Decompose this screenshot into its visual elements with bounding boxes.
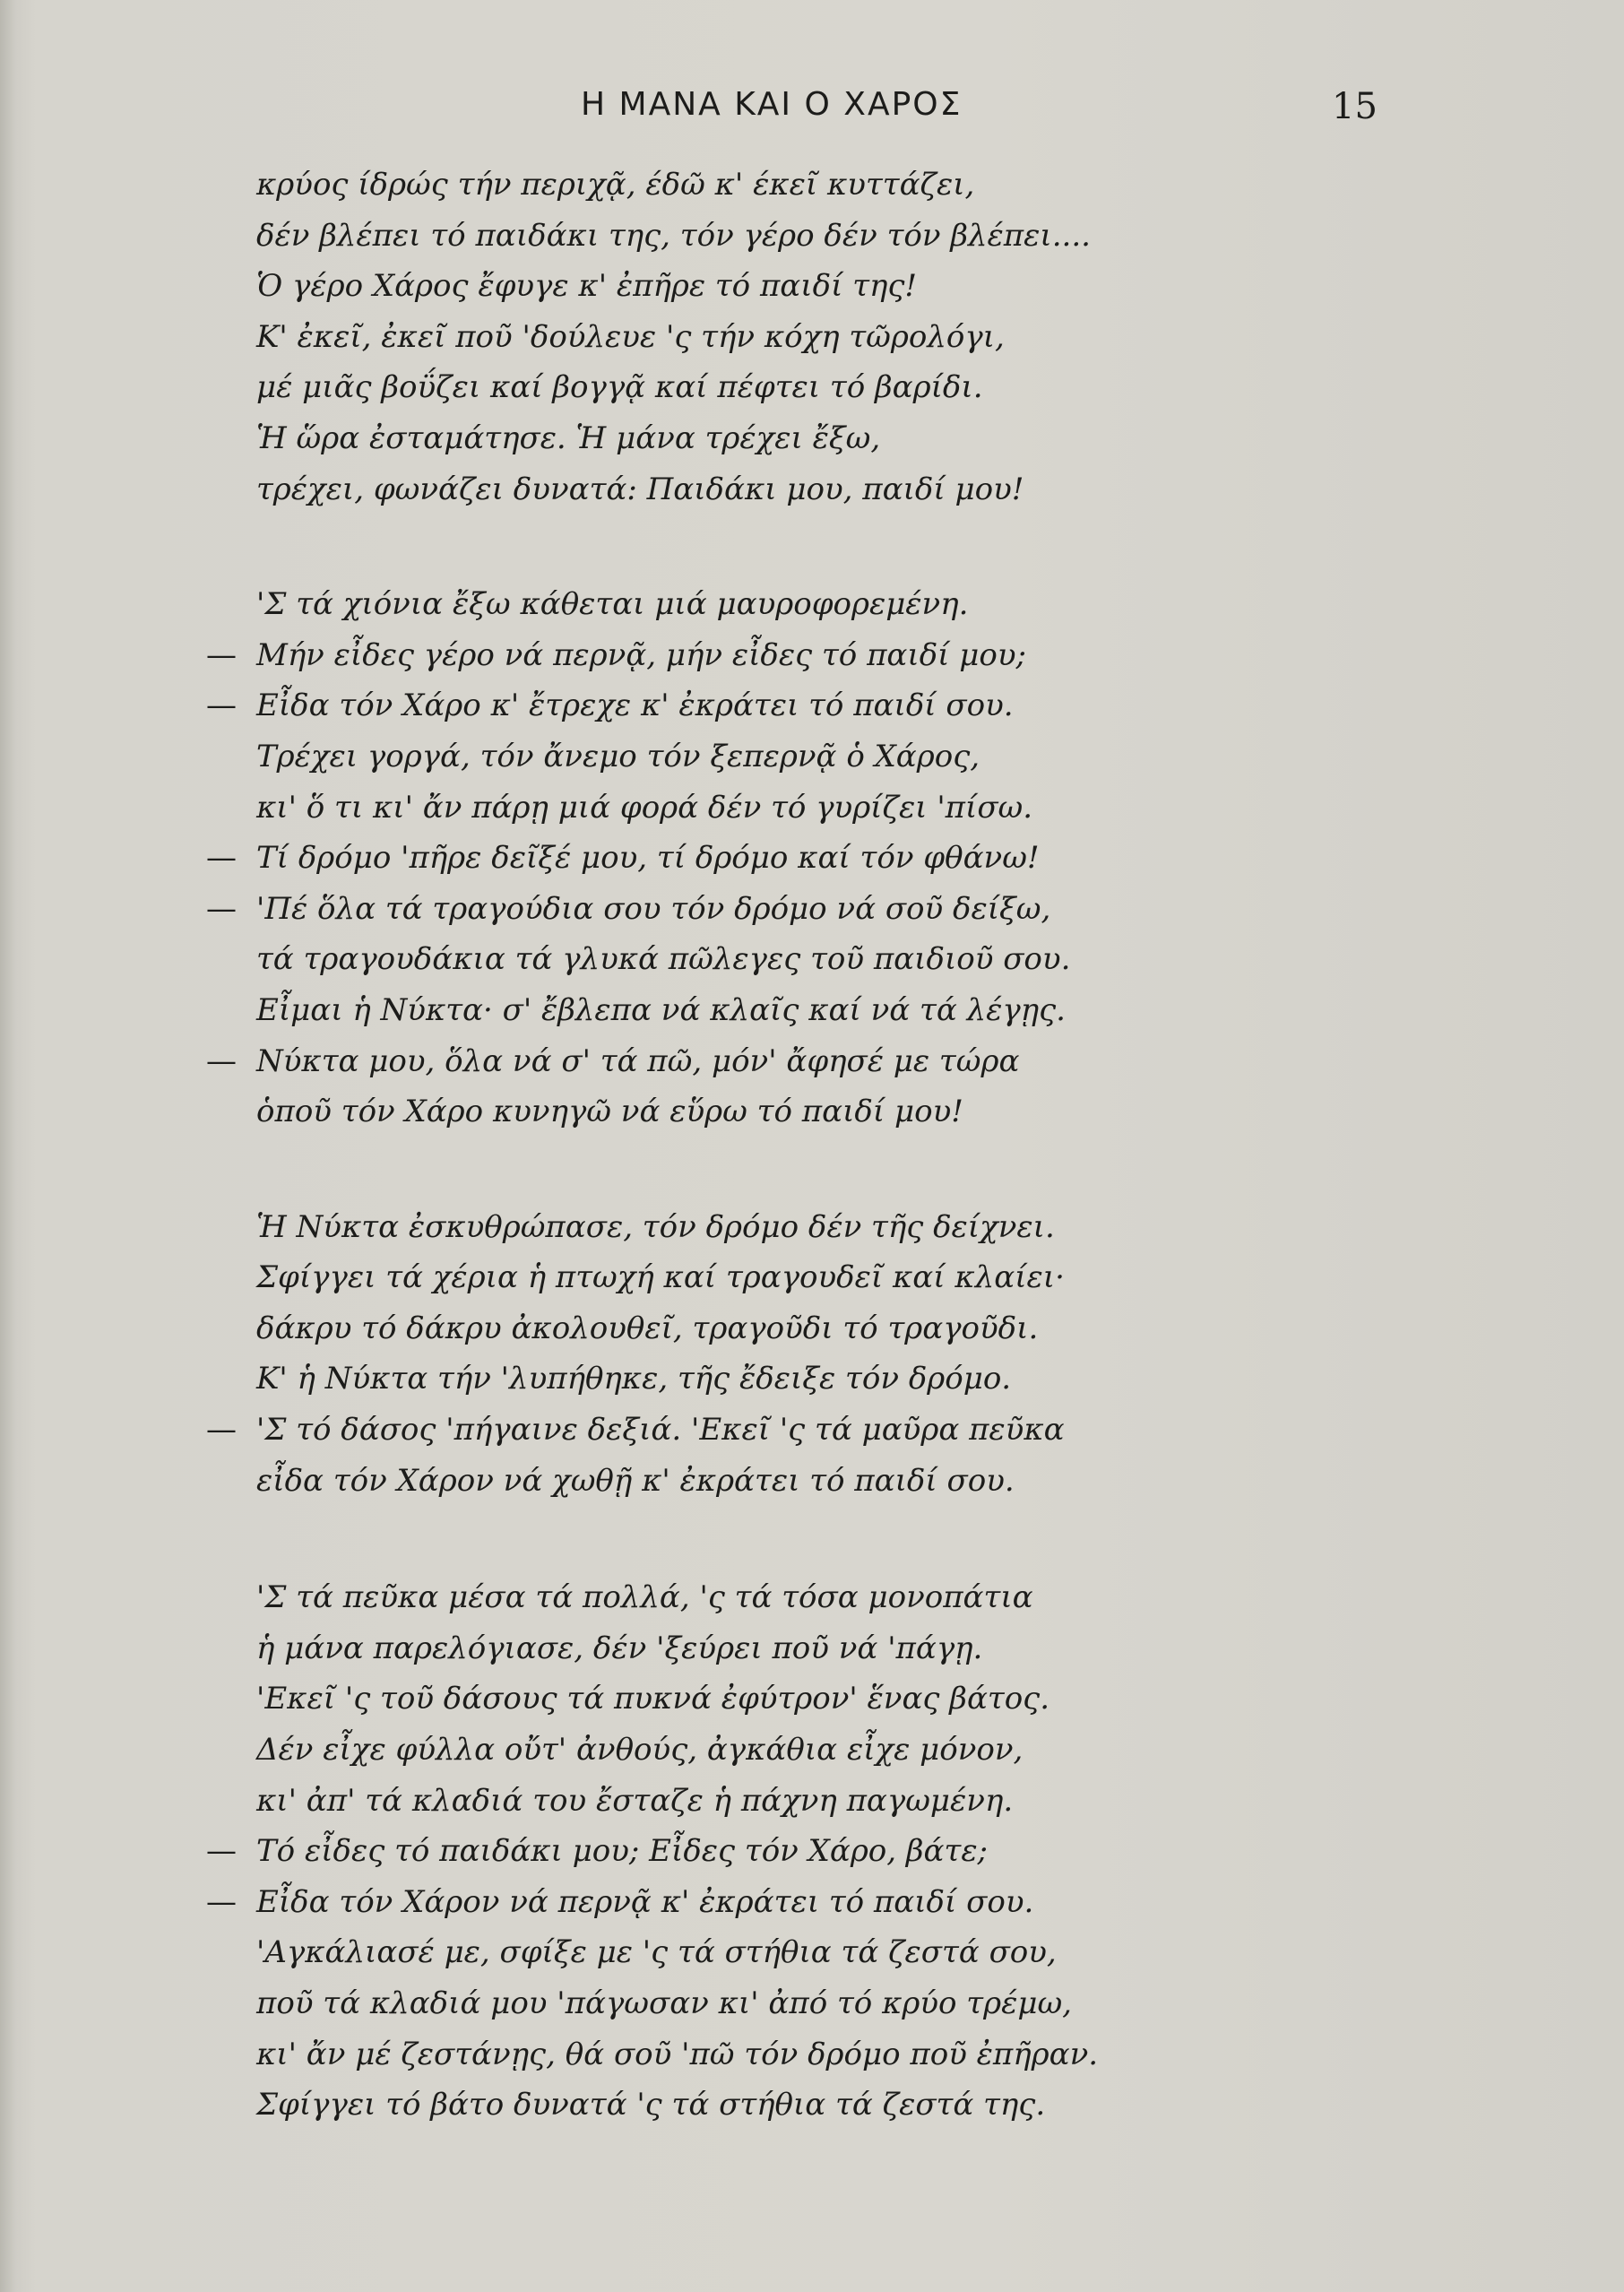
poem-line-text: Εἶδα τόν Χάρον νά περνᾷ κ' ἐκράτει τό παιδί σου. [256, 1883, 1034, 1920]
poem-line [199, 1826, 1525, 1877]
dialogue-dash: — [206, 636, 237, 673]
page-number: 15 [1332, 86, 1378, 127]
poem-line-text: 'Σ τό δάσος 'πήγαινε δεξιά. 'Εκεῖ 'ς τά μαῦρα πεῦκα [256, 1412, 1065, 1449]
poem-line-text: εἶδα τόν Χάρον νά χωθῇ κ' ἐκράτει τό παιδί σου. [256, 1462, 1015, 1499]
poem-line [199, 1927, 1525, 1978]
poem-line [199, 783, 1525, 834]
poem-line-text: Ἡ ὥρα ἐσταμάτησε. Ἡ μάνα τρέχει ἔξω, [256, 419, 881, 456]
poem-line [199, 312, 1525, 363]
poem-body [199, 160, 1525, 2131]
poem-line-text: κι' ὅ τι κι' ἄν πάρῃ μιά φορά δέν τό γυρίζει 'πίσω. [256, 789, 1033, 826]
poem-line [199, 1623, 1525, 1674]
poem-line-text: μέ μιᾶς βοΰζει καί βογγᾷ καί πέφτει τό βαρίδι. [256, 369, 983, 406]
poem-line [199, 1405, 1525, 1456]
poem-line-text: Κ' ἡ Νύκτα τήν 'λυπήθηκε, τῆς ἔδειξε τόν δρόμο. [256, 1361, 1012, 1397]
poem-line-text: Τρέχει γοργά, τόν ἄνεμο τόν ξεπερνᾷ ὁ Χάρος, [256, 738, 980, 774]
poem-line [199, 731, 1525, 783]
poem-line-text: Τό εἶδες τό παιδάκι μου; Εἶδες τόν Χάρο, βάτε; [256, 1833, 989, 1870]
stanza [199, 1572, 1525, 2131]
poem-line [199, 362, 1525, 413]
poem-line-text: τά τραγουδάκια τά γλυκά πῶλεγες τοῦ παιδιοῦ σου. [256, 941, 1071, 978]
poem-line [199, 833, 1525, 884]
poem-line-text: δέν βλέπει τό παιδάκι της, τόν γέρο δέν τόν βλέπει.... [256, 217, 1091, 254]
poem-line-text: Σφίγγει τά χέρια ἡ πτωχή καί τραγουδεῖ καί κλαίει· [256, 1259, 1065, 1296]
running-title: Η ΜΑΝΑ ΚΑΙ Ο ΧΑΡΟΣ [581, 86, 963, 123]
stanza-gap [199, 1506, 1525, 1572]
poem-line-text: Δέν εἶχε φύλλα οὔτ' ἀνθούς, ἀγκάθια εἶχε μόνον, [256, 1732, 1024, 1769]
poem-line [199, 985, 1525, 1036]
poem-line [199, 1202, 1525, 1253]
stanza [199, 579, 1525, 1137]
poem-line [199, 1456, 1525, 1507]
poem-line [199, 579, 1525, 630]
poem-line-text: ποῦ τά κλαδιά μου 'πάγωσαν κι' ἀπό τό κρύο τρέμω, [256, 1985, 1072, 2021]
poem-line [199, 2080, 1525, 2131]
poem-line-text: 'Πέ ὅλα τά τραγούδια σου τόν δρόμο νά σοῦ δείξω, [256, 890, 1051, 927]
poem-line-text: 'Σ τά χιόνια ἔξω κάθεται μιά μαυροφορεμένη. [256, 586, 969, 623]
poem-line-text: κι' ἄν μέ ζεστάνῃς, θά σοῦ 'πῶ τόν δρόμο ποῦ ἐπῆραν. [256, 2036, 1099, 2072]
page-header [0, 86, 1624, 140]
stanza [199, 1202, 1525, 1507]
poem-line-text: ὁποῦ τόν Χάρο κυνηγῶ νά εὕρω τό παιδί μου! [256, 1094, 963, 1130]
poem-line-text: Ἡ Νύκτα ἐσκυθρώπασε, τόν δρόμο δέν τῆς δείχνει. [256, 1208, 1055, 1245]
poem-line [199, 884, 1525, 935]
poem-line-text: Σφίγγει τό βάτο δυνατά 'ς τά στήθια τά ζεστά της. [256, 2087, 1046, 2123]
poem-line [199, 464, 1525, 515]
poem-line [199, 1572, 1525, 1623]
poem-line-text: Ὁ γέρο Χάρος ἔφυγε κ' ἐπῆρε τό παιδί της! [256, 268, 918, 305]
poem-line [199, 1776, 1525, 1827]
poem-line [199, 1978, 1525, 2029]
poem-line-text: ἡ μάνα παρελόγιασε, δέν 'ξεύρει ποῦ νά 'πάγῃ. [256, 1630, 983, 1666]
poem-line-text: τρέχει, φωνάζει δυνατά: Παιδάκι μου, παιδί μου! [256, 471, 1024, 507]
poem-line [199, 1086, 1525, 1137]
poem-line-text: Τί δρόμο 'πῆρε δεῖξέ μου, τί δρόμο καί τόν φθάνω! [256, 840, 1040, 877]
poem-line [199, 1877, 1525, 1928]
poem-line-text: Μήν εἶδες γέρο νά περνᾷ, μήν εἶδες τό παιδί μου; [256, 636, 1026, 673]
poem-line [199, 680, 1525, 731]
dialogue-dash: — [206, 840, 237, 877]
poem-line [199, 1354, 1525, 1405]
poem-line [199, 1252, 1525, 1303]
poem-line [199, 261, 1525, 312]
poem-line [199, 211, 1525, 262]
poem-line [199, 1036, 1525, 1087]
poem-line-text: δάκρυ τό δάκρυ ἀκολουθεῖ, τραγοῦδι τό τραγοῦδι. [256, 1310, 1039, 1346]
stanza-gap [199, 515, 1525, 579]
poem-line-text: Εἶδα τόν Χάρο κ' ἔτρεχε κ' ἐκράτει τό παιδί σου. [256, 688, 1014, 724]
poem-line [199, 1674, 1525, 1725]
poem-line-text: κι' ἀπ' τά κλαδιά του ἔσταζε ἡ πάχνη παγωμένη. [256, 1782, 1014, 1819]
poem-line [199, 934, 1525, 985]
poem-line [199, 1725, 1525, 1776]
poem-line-text: 'Αγκάλιασέ με, σφίξε με 'ς τά στήθια τά ζεστά σου, [256, 1934, 1057, 1971]
dialogue-dash: — [206, 1412, 237, 1449]
poem-line-text: Κ' ἐκεῖ, ἐκεῖ ποῦ 'δούλευε 'ς τήν κόχη τῶρολόγι, [256, 318, 1005, 355]
poem-line [199, 630, 1525, 681]
dialogue-dash: — [206, 890, 237, 927]
poem-line [199, 160, 1525, 211]
poem-line-text: 'Εκεῖ 'ς τοῦ δάσους τά πυκνά ἐφύτρον' ἕνας βάτος. [256, 1681, 1050, 1717]
dialogue-dash: — [206, 1883, 237, 1920]
poem-line [199, 1303, 1525, 1354]
stanza [199, 160, 1525, 515]
poem-line [199, 2029, 1525, 2080]
poem-line-text: 'Σ τά πεῦκα μέσα τά πολλά, 'ς τά τόσα μονοπάτια [256, 1579, 1033, 1616]
poem-line-text: Νύκτα μου, ὅλα νά σ' τά πῶ, μόν' ἄφησέ με τώρα [256, 1042, 1020, 1079]
stanza-gap [199, 1137, 1525, 1202]
poem-line-text: κρύος ίδρώς τήν περιχᾷ, έδῶ κ' έκεῖ κυττάζει, [256, 167, 975, 203]
poem-line-text: Εἶμαι ἡ Νύκτα· σ' ἔβλεπα νά κλαῖς καί νά τά λέγῃς. [256, 991, 1066, 1028]
poem-line [199, 413, 1525, 464]
dialogue-dash: — [206, 1042, 237, 1079]
dialogue-dash: — [206, 1833, 237, 1870]
dialogue-dash: — [206, 688, 237, 724]
